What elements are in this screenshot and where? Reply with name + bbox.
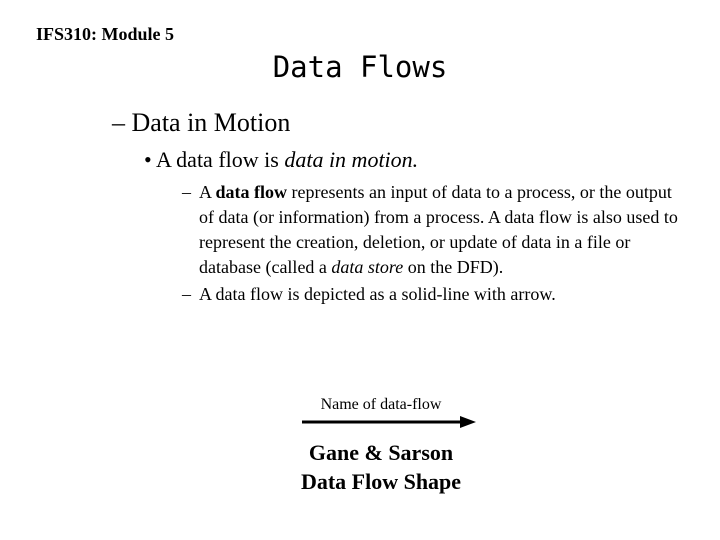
definition-text-a: A [199, 182, 216, 202]
level1-bullet: – Data in Motion [112, 108, 291, 137]
data-flow-arrow-icon [300, 414, 478, 430]
arrow-head [460, 416, 476, 428]
bullet-dot: • [144, 147, 152, 172]
slide-title: Data Flows [272, 50, 448, 84]
caption-line-1: Gane & Sarson [308, 440, 454, 465]
figure-caption [0, 438, 720, 496]
level2-bullet [144, 147, 418, 173]
definition-text-c: on the DFD). [403, 257, 504, 277]
caption-line-2: Data Flow Shape [300, 469, 462, 494]
depiction-text: A data flow is depicted as a solid-line with arrow. [199, 284, 556, 304]
dash-marker: – [182, 284, 191, 304]
definition-text [199, 180, 689, 280]
level2-italic: data in motion. [284, 147, 419, 172]
module-header: IFS310: Module 5 [36, 24, 175, 44]
arrow-label: Name of data-flow [320, 396, 442, 413]
definition-bold: data flow [215, 182, 288, 202]
dash-marker: – [182, 182, 191, 202]
definition-text-b: represents an input of data to a process, or the output of data (or information) from a process. A data flow is also used to represent the creation, deletion, or update of data in a file or database (called a [199, 182, 678, 277]
definition-italic: data store [331, 257, 404, 277]
level2-text: A data flow is [156, 147, 285, 172]
